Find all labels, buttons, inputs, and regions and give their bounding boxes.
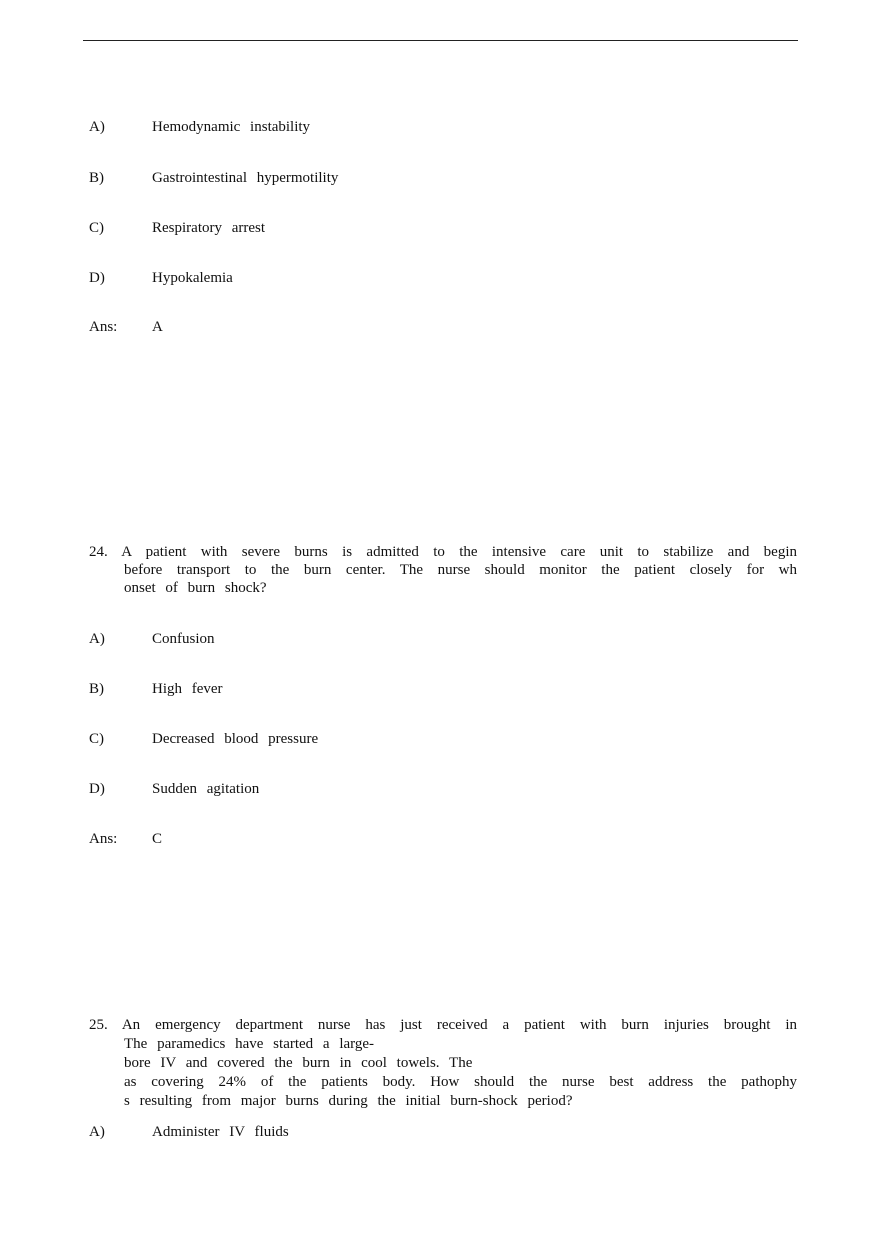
question-line: as covering 24% of the patients body. How should the nurse best address the pathophy	[124, 1074, 797, 1090]
option-text: Gastrointestinal hypermotility	[152, 170, 339, 186]
answer-label: Ans:	[89, 319, 118, 335]
option-letter: D)	[89, 270, 105, 286]
option-text: Decreased blood pressure	[152, 731, 319, 747]
question-line: s resulting from major burns during the initial burn-shock period?	[124, 1093, 573, 1109]
question-line: 24. A patient with severe burns is admitted to the intensive care unit to stabilize and begin	[89, 544, 797, 560]
option-letter: B)	[89, 681, 104, 697]
answer-value: C	[152, 831, 163, 847]
question-line: bore IV and covered the burn in cool towels. The	[124, 1055, 473, 1071]
option-text: Hemodynamic instability	[152, 119, 311, 135]
answer-value: A	[152, 319, 163, 335]
option-letter: C)	[89, 220, 104, 236]
option-letter: A)	[89, 631, 105, 647]
question-line: onset of burn shock?	[124, 580, 267, 596]
header-rule	[83, 40, 798, 41]
question-line: 25. An emergency department nurse has just received a patient with burn injuries brought in	[89, 1017, 797, 1033]
option-letter: A)	[89, 1124, 105, 1140]
option-letter: D)	[89, 781, 105, 797]
option-text: High fever	[152, 681, 223, 697]
answer-label: Ans:	[89, 831, 118, 847]
option-text: Confusion	[152, 631, 215, 647]
question-line: before transport to the burn center. The nurse should monitor the patient closely for wh	[124, 562, 797, 578]
option-letter: B)	[89, 170, 104, 186]
option-text: Administer IV fluids	[152, 1124, 289, 1140]
option-text: Hypokalemia	[152, 270, 233, 286]
option-text: Respiratory arrest	[152, 220, 266, 236]
option-text: Sudden agitation	[152, 781, 260, 797]
option-letter: A)	[89, 119, 105, 135]
option-letter: C)	[89, 731, 104, 747]
question-line: The paramedics have started a large-	[124, 1036, 375, 1052]
